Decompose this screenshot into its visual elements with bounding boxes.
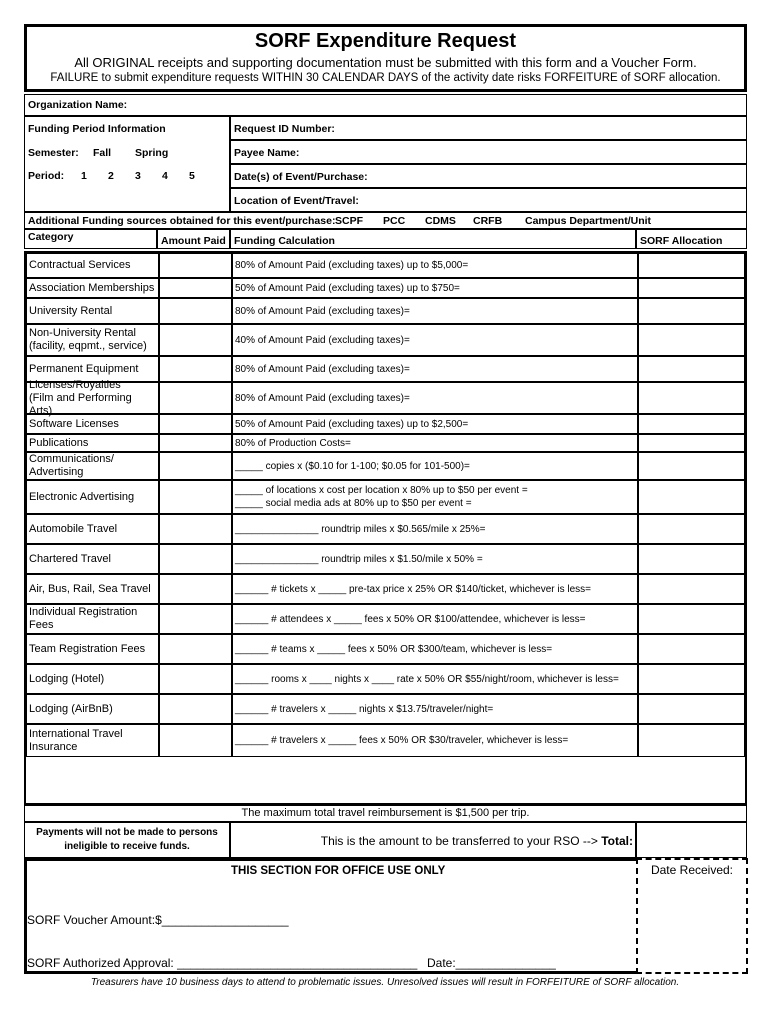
payee-name-label: Payee Name: [234,147,300,159]
table-row [26,414,745,434]
org-name-label: Organization Name: [28,99,128,111]
category-label [29,523,117,536]
amount-paid-input[interactable] [159,604,232,634]
calc-text [235,363,410,376]
approval-date-field[interactable]: Date:_______________ [427,956,556,970]
category-line: Software Licenses [29,417,119,430]
amount-paid-input[interactable] [159,452,232,480]
funding-calc-cell [232,480,638,514]
calc-text [235,613,586,626]
col-category-header: Category [24,229,157,249]
amount-paid-input[interactable] [159,382,232,414]
funding-calc-cell [232,452,638,480]
funding-period-label: Funding Period Information [28,123,166,135]
table-row [26,544,745,574]
additional-funding-label: Additional Funding sources obtained for this event/purchase: [28,215,336,227]
category-cell [26,480,159,514]
category-line: Air, Bus, Rail, Sea Travel [29,582,151,595]
table-row [26,664,745,694]
form-warning: FAILURE to submit expenditure requests WITHIN 30 CALENDAR DAYS of the activity date risks FORFEITURE of SORF allocation. [50,72,721,84]
calc-line: ______ rooms x ____ nights x ____ rate x 50% OR $55/night/room, whichever is less= [235,673,619,685]
request-id-label: Request ID Number: [234,123,335,135]
table-row [26,480,745,514]
funding-calc-cell [232,253,638,278]
calc-line: ______ # tickets x _____ pre-tax price x 25% OR $140/ticket, whichever is less= [235,583,592,595]
amount-paid-input[interactable] [159,414,232,434]
sorf-allocation-input[interactable] [638,414,745,434]
org-name-row[interactable] [24,94,747,116]
calc-line: 80% of Amount Paid (excluding taxes) up to $5,000= [235,260,469,271]
funding-calc-cell [232,574,638,604]
category-cell [26,604,159,634]
category-line: (facility, eqpmt., service) [29,340,147,352]
sorf-allocation-input[interactable] [638,544,745,574]
max-travel-note: The maximum total travel reimbursement is $1,500 per trip. [24,805,747,822]
authorized-approval-field[interactable]: SORF Authorized Approval: ____________________________________ [27,956,418,970]
amount-paid-input[interactable] [159,664,232,694]
category-line: Licenses/Royalties [29,378,121,391]
calc-line: 40% of Amount Paid (excluding taxes)= [235,334,410,346]
period-label: Period: [28,170,65,182]
category-line: Contractual Services [29,259,131,271]
category-cell [26,634,159,664]
total-amount-field[interactable] [636,822,747,858]
category-label [29,643,145,656]
calc-text [235,305,410,318]
calc-text [235,259,468,272]
funding-calc-cell [232,324,638,356]
table-row [26,298,745,324]
table-row [26,434,745,452]
source-pcc[interactable]: PCC [383,215,406,227]
source-campus-unit[interactable]: Campus Department/Unit [525,215,652,227]
calc-line: _______________ roundtrip miles x $0.565/mile x 25%= [235,523,486,535]
table-row [26,574,745,604]
category-cell [26,574,159,604]
category-label [29,363,138,376]
calc-text [235,484,528,510]
semester-spring[interactable]: Spring [135,147,169,159]
category-cell [26,544,159,574]
calc-text [235,553,483,566]
sorf-allocation-input[interactable] [638,664,745,694]
calc-line: ______ # attendees x _____ fees x 50% OR $100/attendee, whichever is less= [235,613,586,625]
amount-paid-input[interactable] [159,634,232,664]
amount-paid-input[interactable] [159,434,232,452]
category-label [29,606,156,632]
sorf-allocation-input[interactable] [638,278,745,298]
source-scpf[interactable]: SCPF [335,215,364,227]
funding-calc-cell [232,544,638,574]
voucher-amount-field[interactable]: SORF Voucher Amount:$___________________ [27,913,289,927]
category-cell [26,298,159,324]
calc-line: 80% of Amount Paid (excluding taxes)= [235,392,410,404]
event-location-label: Location of Event/Travel: [234,195,359,207]
category-cell [26,664,159,694]
col-alloc-header: SORF Allocation [636,229,747,249]
calc-text [235,523,485,536]
event-location-field[interactable] [230,188,747,212]
source-cdms[interactable]: CDMS [425,215,456,227]
table-row [26,278,745,298]
col-amount-header: Amount Paid [157,229,230,249]
amount-paid-input[interactable] [159,544,232,574]
funding-calc-cell [232,604,638,634]
sorf-allocation-input[interactable] [638,724,745,757]
sorf-allocation-input[interactable] [638,298,745,324]
category-label [29,305,112,318]
category-label [29,418,119,431]
amount-paid-input[interactable] [159,480,232,514]
sorf-allocation-input[interactable] [638,574,745,604]
semester-label: Semester: [28,147,79,159]
category-label [29,673,104,686]
category-line: Association Memberships [29,281,155,294]
category-cell [26,434,159,452]
sorf-allocation-input[interactable] [638,356,745,382]
calc-line: _____ of locations x cost per location x 80% up to $50 per event = [235,485,528,496]
category-line: Publications [29,436,89,449]
amount-paid-input[interactable] [159,574,232,604]
category-label [29,327,147,353]
calc-text [235,460,470,473]
category-label [29,728,123,754]
category-line: Insurance [29,740,78,753]
category-cell [26,694,159,724]
form-subtitle: All ORIGINAL receipts and supporting documentation must be submitted with this form and a Voucher Form. [74,55,697,70]
sorf-allocation-input[interactable] [638,634,745,664]
calc-line: ______ # teams x _____ fees x 50% OR $300/team, whichever is less= [235,643,553,655]
amount-paid-input[interactable] [159,298,232,324]
amount-paid-input[interactable] [159,694,232,724]
sorf-allocation-input[interactable] [638,604,745,634]
expenditure-table [24,251,747,805]
category-label [29,282,154,295]
funding-calc-cell [232,278,638,298]
sorf-allocation-input[interactable] [638,382,745,414]
transfer-text: This is the amount to be transferred to your RSO --> [320,834,602,848]
period-4[interactable]: 4 [162,170,168,182]
funding-calc-cell [232,514,638,544]
sorf-allocation-input[interactable] [638,434,745,452]
category-label [29,259,131,272]
category-label [29,491,134,504]
semester-fall[interactable]: Fall [93,147,112,159]
category-line: (Film and Performing Arts) [29,391,132,417]
calc-line: ______ # travelers x _____ nights x $13.75/traveler/night= [235,703,494,715]
form-title: SORF Expenditure Request [254,30,517,52]
table-row [26,253,745,278]
request-id-field[interactable] [230,116,747,140]
category-cell [26,514,159,544]
funding-calc-cell [232,298,638,324]
category-line: Permanent Equipment [29,362,139,375]
calc-line: 80% of Amount Paid (excluding taxes)= [235,363,410,375]
calc-text [235,734,568,747]
table-row [26,634,745,664]
category-line: Electronic Advertising [29,490,135,503]
category-label [29,379,156,418]
category-label [29,703,113,716]
category-line: Automobile Travel [29,522,118,535]
category-cell [26,724,159,757]
amount-paid-input[interactable] [159,356,232,382]
category-line: International Travel [29,727,123,740]
period-3[interactable]: 3 [135,170,141,182]
funding-calc-cell [232,382,638,414]
sorf-allocation-input[interactable] [638,324,745,356]
calc-line: 50% of Amount Paid (excluding taxes) up to $750= [235,282,460,294]
amount-paid-input[interactable] [159,724,232,757]
category-line: Communications/ [29,453,114,465]
calc-text [235,392,410,405]
transfer-total-row [230,822,636,858]
table-row [26,724,745,757]
table-row [26,452,745,480]
amount-paid-input[interactable] [159,253,232,278]
category-line: University Rental [29,304,113,317]
table-row [26,604,745,634]
category-label [29,553,111,566]
category-cell [26,253,159,278]
calc-line: _____ copies x ($0.10 for 1-100; $0.05 for 101-500)= [235,460,470,472]
calc-line: 50% of Amount Paid (excluding taxes) up to $2,500= [235,418,469,430]
funding-calc-cell [232,634,638,664]
treasurer-note: Treasurers have 10 business days to attend to problematic issues. Unresolved issues will result in FORFEITURE of SORF allocation. [90,977,680,988]
category-label [29,583,151,596]
calc-text [235,583,591,596]
category-label [29,453,114,479]
period-1[interactable]: 1 [81,170,87,182]
sorf-allocation-input[interactable] [638,514,745,544]
calc-text [235,673,619,686]
source-crfb[interactable]: CRFB [473,215,503,227]
calc-line: 80% of Production Costs= [235,437,351,449]
category-cell [26,378,159,417]
funding-period-box [24,116,230,212]
category-line: Chartered Travel [29,552,111,565]
funding-calc-cell [232,434,638,452]
payee-name-field[interactable] [230,140,747,164]
amount-paid-input[interactable] [159,278,232,298]
table-row [26,514,745,544]
ineligible-note: Payments will not be made to persons ineligible to receive funds. [24,822,230,858]
event-dates-label: Date(s) of Event/Purchase: [234,171,368,183]
funding-calc-cell [232,414,638,434]
calc-text [235,282,460,295]
period-5[interactable]: 5 [189,170,195,182]
amount-paid-input[interactable] [159,514,232,544]
category-line: Team Registration Fees [29,642,146,655]
calc-text [235,437,351,450]
office-use-title: THIS SECTION FOR OFFICE USE ONLY [231,865,446,877]
calc-text [235,643,552,656]
category-label [29,437,88,450]
funding-calc-cell [232,694,638,724]
category-line: Lodging (Hotel) [29,672,105,685]
category-line: Individual Registration Fees [29,606,138,631]
amount-paid-input[interactable] [159,324,232,356]
category-cell [26,452,159,480]
period-2[interactable]: 2 [108,170,114,182]
calc-text [235,703,493,716]
date-received-label: Date Received: [650,863,734,877]
calc-line: ______ # travelers x _____ fees x 50% OR $30/traveler, whichever is less= [235,735,569,746]
col-calc-header: Funding Calculation [230,229,636,249]
table-row [26,378,745,417]
calc-text [235,418,468,431]
sorf-allocation-input[interactable] [638,480,745,514]
total-label: Total: [601,834,633,848]
category-cell [26,414,159,434]
category-line: Lodging (AirBnB) [29,702,113,715]
calc-line: _______________ roundtrip miles x $1.50/mile x 50% = [235,553,483,565]
calc-text [235,334,410,347]
category-line: Advertising [29,466,84,478]
calc-line: 80% of Amount Paid (excluding taxes)= [235,305,410,317]
calc-line: _____ social media ads at 80% up to $50 per event = [235,498,472,509]
sorf-allocation-input[interactable] [638,694,745,724]
funding-calc-cell [232,664,638,694]
table-row [26,694,745,724]
funding-calc-cell [232,356,638,382]
funding-calc-cell [232,724,638,757]
event-dates-field[interactable] [230,164,747,188]
additional-funding-row [24,212,747,229]
sorf-allocation-input[interactable] [638,452,745,480]
sorf-allocation-input[interactable] [638,253,745,278]
category-line: Non-University Rental [29,327,136,339]
form-header [24,24,747,92]
category-cell [26,324,159,356]
date-received-box[interactable] [636,858,748,974]
table-row [26,324,745,356]
category-cell [26,278,159,298]
